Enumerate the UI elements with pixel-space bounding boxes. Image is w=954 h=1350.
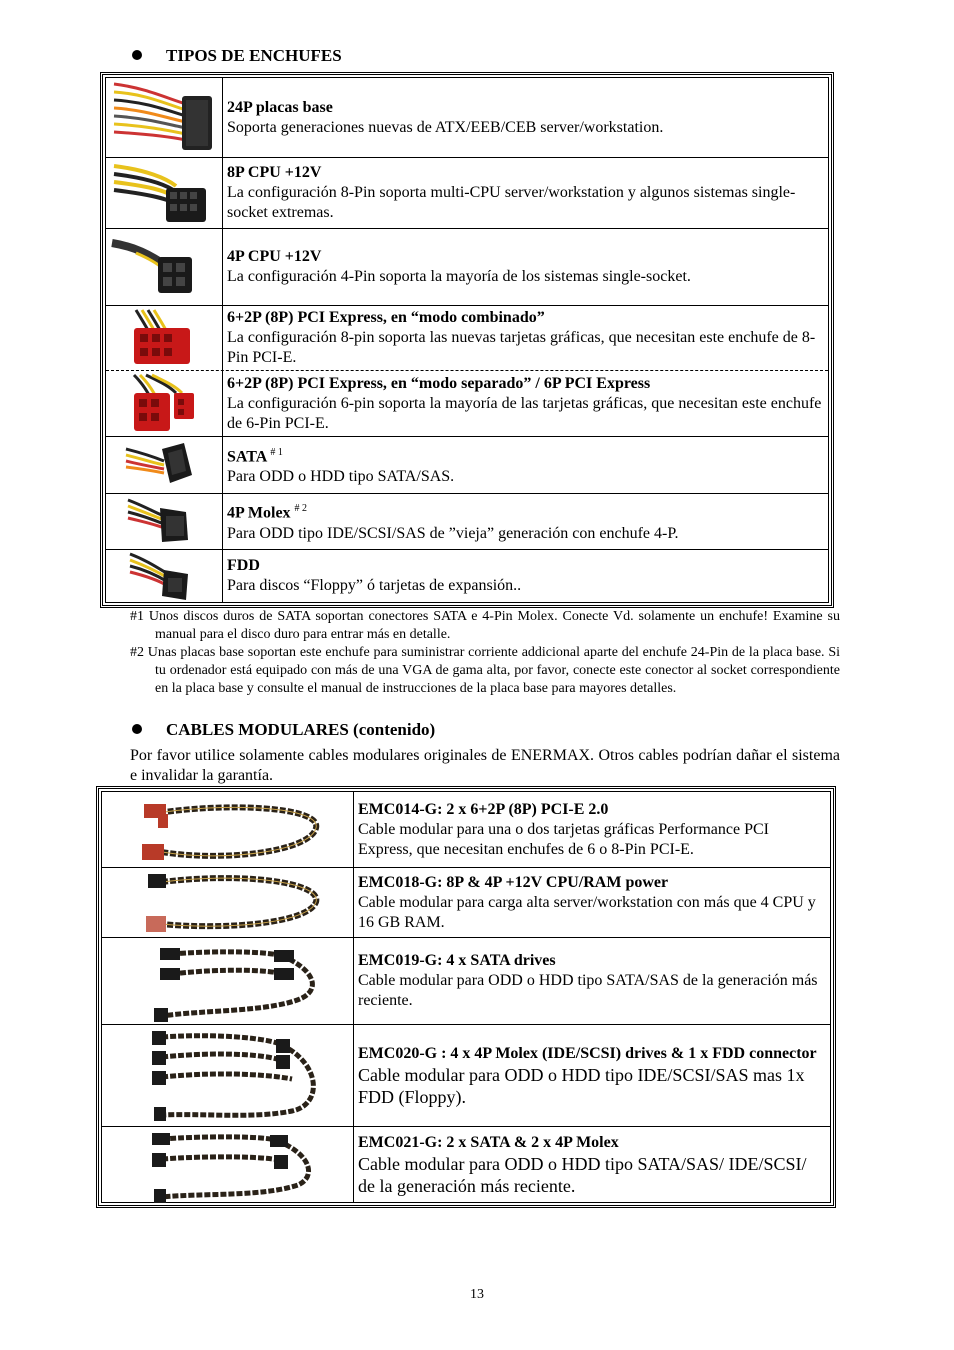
- section-heading-modular-cables: [132, 720, 435, 740]
- connector-description: Para ODD o HDD tipo SATA/SAS.: [227, 468, 455, 486]
- table-row: [102, 792, 830, 868]
- page-number: 13: [470, 1287, 484, 1302]
- section-heading-text: TIPOS DE ENCHUFES: [166, 46, 342, 65]
- connector-description: La configuración 8-Pin soporta multi-CPU server/workstation y algunos sistemas single-socket extremas.: [227, 184, 796, 221]
- molex-connector-icon: [106, 494, 223, 549]
- table-row: [102, 868, 830, 938]
- connector-title-text: SATA: [227, 448, 267, 466]
- footnote-ref: # 1: [270, 446, 283, 458]
- footnote-2: #2 Unas placas base soportan este enchufe para suministrar corriente addicional aparte del enchufe 24-Pin de la placa base. Si tu ordenador está equipado con más de una VGA de gama alta, por favor, conecte este conector al socket correspondiente en la placa base y consulte el manual de instrucciones de la placa base para mayores detalles.: [130, 645, 840, 696]
- section-heading-connector-types: [132, 46, 342, 66]
- table-row: [106, 158, 828, 229]
- modular-cables-intro: Por favor utilice solamente cables modulares originales de ENERMAX. Otros cables podrían dañar el sistema e invalidar la garantía.: [130, 747, 840, 784]
- sata-molex-modular-cable-icon: [102, 1127, 354, 1202]
- footnote-1: #1 Unos discos duros de SATA soportan conectores SATA e 4-Pin Molex. Conecte Vd. solamente un enchufe! Examine su manual para el disco duro para entrar más en detalle.: [130, 609, 840, 642]
- cable-description: Cable modular para una o dos tarjetas gráficas Performance PCI Express, que necesitan enchufes de 6 o 8-Pin PCI-E.: [358, 820, 769, 858]
- cpu-modular-cable-icon: [102, 868, 354, 937]
- pcie-separated-connector-icon: [106, 371, 223, 436]
- 4pin-cpu-connector-icon: [106, 229, 223, 305]
- connector-description: La configuración 8-pin soporta las nuevas tarjetas gráficas, que necesitan este enchufe de 8-Pin PCI-E.: [227, 329, 816, 366]
- cable-description: Cable modular para ODD o HDD tipo SATA/SAS de la generación más reciente.: [358, 972, 818, 1009]
- table-row: [106, 78, 828, 158]
- table-row: [106, 550, 828, 602]
- table-row: [106, 371, 828, 437]
- connector-title: 24P placas base: [227, 98, 333, 116]
- table-row: [102, 938, 830, 1025]
- cable-description: Cable modular para ODD o HDD tipo SATA/SAS/ IDE/SCSI/ de la generación más reciente.: [358, 1153, 807, 1196]
- connector-title: [227, 443, 824, 467]
- fdd-connector-icon: [106, 550, 223, 602]
- pcie-combined-connector-icon: [106, 306, 223, 370]
- bullet-icon: [132, 724, 142, 734]
- footnotes: [130, 608, 840, 698]
- connector-title: [227, 499, 824, 523]
- connector-title: 4P CPU +12V: [227, 248, 322, 265]
- cable-title: EMC020-G : 4 x 4P Molex (IDE/SCSI) drives & 1 x FDD connector: [358, 1044, 817, 1062]
- connector-title: FDD: [227, 557, 260, 574]
- cable-title: EMC021-G: 2 x SATA & 2 x 4P Molex: [358, 1133, 619, 1151]
- connector-description: La configuración 6-pin soporta la mayoría de las tarjetas gráficas, que necesitan este enchufe de 6-Pin PCI-E.: [227, 394, 822, 432]
- cable-title: EMC019-G: 4 x SATA drives: [358, 952, 556, 969]
- table-row: [106, 494, 828, 550]
- 24pin-connector-icon: [106, 78, 223, 157]
- table-row: [106, 229, 828, 306]
- connector-description: Para discos “Floppy” ó tarjetas de expansión..: [227, 577, 522, 594]
- cable-description: Cable modular para ODD o HDD tipo IDE/SCSI/SAS mas 1x FDD (Floppy).: [358, 1064, 805, 1107]
- pcie-modular-cable-icon: [102, 792, 354, 867]
- connector-title: 8P CPU +12V: [227, 164, 322, 181]
- sata-connector-icon: [106, 437, 223, 493]
- cable-title: EMC014-G: 2 x 6+2P (8P) PCI-E 2.0: [358, 800, 609, 818]
- connector-description: Para ODD tipo IDE/SCSI/SAS de ”vieja” generación con enchufe 4-P.: [227, 524, 679, 542]
- connector-title-text: 4P Molex: [227, 504, 291, 522]
- table-row: [106, 437, 828, 494]
- table-row: [102, 1127, 830, 1202]
- modular-cables-table: [96, 786, 836, 1208]
- connector-title: 6+2P (8P) PCI Express, en “modo combinado”: [227, 309, 545, 326]
- section-heading-text: CABLES MODULARES (contenido): [166, 720, 436, 739]
- molex-fdd-modular-cable-icon: [102, 1025, 354, 1126]
- connector-title: 6+2P (8P) PCI Express, en “modo separado” / 6P PCI Express: [227, 374, 651, 392]
- bullet-icon: [132, 50, 142, 60]
- connector-types-table: [100, 72, 834, 608]
- connector-description: La configuración 4-Pin soporta la mayoría de los sistemas single-socket.: [227, 268, 691, 285]
- cable-title: EMC018-G: 8P & 4P +12V CPU/RAM power: [358, 873, 669, 891]
- table-row: [102, 1025, 830, 1127]
- sata-modular-cable-icon: [102, 938, 354, 1024]
- footnote-ref: # 2: [294, 503, 308, 515]
- connector-description: Soporta generaciones nuevas de ATX/EEB/CEB server/workstation.: [227, 118, 664, 136]
- 8pin-cpu-connector-icon: [106, 158, 223, 228]
- table-row: [106, 306, 828, 371]
- cable-description: Cable modular para carga alta server/workstation con más que 4 CPU y 16 GB RAM.: [358, 893, 816, 931]
